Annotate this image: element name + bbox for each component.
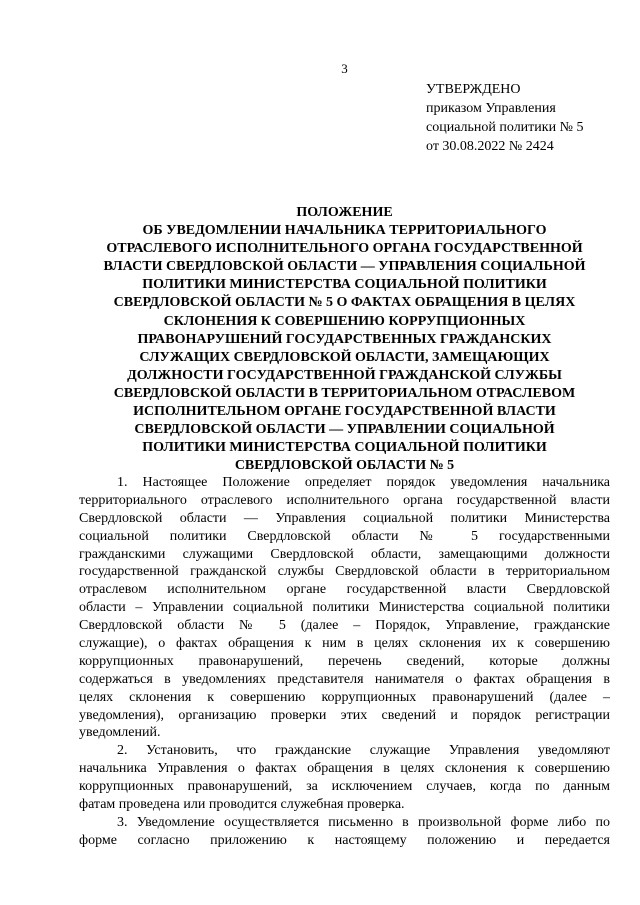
text-line: служащие), о фактах обращения к ним в целях склонения их к совершению (79, 636, 610, 652)
title-line: СВЕРДЛОВСКОЙ ОБЛАСТИ № 5 О ФАКТАХ ОБРАЩЕНИЯ В ЦЕЛЯХ (113, 295, 576, 311)
paragraph-1 (79, 474, 610, 742)
approval-line: приказом Управления (426, 101, 556, 116)
paragraph-2 (79, 742, 610, 814)
text-line: коррупционных правонарушений, перечень сведений, которые должны (79, 653, 610, 669)
text-line: форме согласно приложению к настоящему положению и передается (79, 832, 610, 848)
text-line: коррупционных правонарушений, за исключением случаев, когда по данным (79, 779, 610, 795)
paragraph-3 (79, 814, 610, 850)
title-line: СВЕРДЛОВСКОЙ ОБЛАСТИ № 5 (234, 458, 455, 474)
text-line: государственной гражданской службы Свердловской области в территориальном (79, 564, 610, 580)
text-line: уведомлений. (79, 725, 161, 741)
text-line: 3. Уведомление осуществляется письменно в произвольной форме либо по (117, 814, 610, 830)
document-body (79, 474, 610, 850)
text-line: Свердловской области — Управления социальной политики Министерства (79, 510, 610, 526)
text-line: области – Управлении социальной политики Министерства социальной политики (79, 600, 610, 616)
text-line: целях склонения к совершению коррупционных правонарушений (далее – (79, 689, 610, 705)
title-line: ОТРАСЛЕВОГО ИСПОЛНИТЕЛЬНОГО ОРГАНА ГОСУДАРСТВЕННОЙ (106, 241, 583, 257)
text-line: 2. Установить, что гражданские служащие Управления уведомляют (117, 743, 610, 759)
text-line: территориального отраслевого исполнительного органа государственной власти (79, 492, 610, 508)
title-line: ПОЛОЖЕНИЕ (296, 205, 393, 220)
title-line: ПОЛИТИКИ МИНИСТЕРСТВА СОЦИАЛЬНОЙ ПОЛИТИКИ (142, 277, 547, 293)
text-line: социальной политики Свердловской области № 5 государственными (79, 528, 610, 544)
title-line: СКЛОНЕНИЯ К СОВЕРШЕНИЮ КОРРУПЦИОННЫХ (163, 313, 526, 329)
text-line: содержаться в уведомлениях представителя нанимателя о фактах обращения в (79, 671, 610, 687)
title-line: ПОЛИТИКИ МИНИСТЕРСТВА СОЦИАЛЬНОЙ ПОЛИТИКИ (142, 440, 547, 456)
title-line: ОБ УВЕДОМЛЕНИИ НАЧАЛЬНИКА ТЕРРИТОРИАЛЬНОГО (142, 223, 547, 239)
page-number: 3 (341, 61, 348, 76)
title-line: ИСПОЛНИТЕЛЬНОМ ОРГАНЕ ГОСУДАРСТВЕННОЙ ВЛАСТИ (133, 404, 556, 420)
title-line: ВЛАСТИ СВЕРДЛОВСКОЙ ОБЛАСТИ — УПРАВЛЕНИЯ СОЦИАЛЬНОЙ (103, 259, 586, 275)
text-line: гражданскими служащими Свердловской области, замещающими должности (79, 546, 610, 562)
title-line: СВЕРДЛОВСКОЙ ОБЛАСТИ В ТЕРРИТОРИАЛЬНОМ ОТРАСЛЕВОМ (113, 385, 576, 401)
approval-line: социальной политики № 5 (426, 120, 584, 135)
text-line: уведомления), организацию проверки этих сведений и порядок регистрации (79, 707, 610, 723)
text-line: начальника Управления о фактах обращения в целях склонения к совершению (79, 761, 610, 777)
text-line: Свердловской области № 5 (далее – Порядок, Управление, гражданские (79, 618, 610, 634)
approval-line: УТВЕРЖДЕНО (426, 82, 521, 97)
title-line: СВЕРДЛОВСКОЙ ОБЛАСТИ — УПРАВЛЕНИИ СОЦИАЛЬНОЙ (134, 422, 555, 438)
document-title (70, 204, 619, 475)
title-line: ПРАВОНАРУШЕНИЙ ГОСУДАРСТВЕННЫХ ГРАЖДАНСКИХ (137, 331, 552, 347)
title-line: СЛУЖАЩИХ СВЕРДЛОВСКОЙ ОБЛАСТИ, ЗАМЕЩАЮЩИХ (139, 349, 550, 365)
title-line: ДОЛЖНОСТИ ГОСУДАРСТВЕННОЙ ГРАЖДАНСКОЙ СЛУЖБЫ (127, 367, 562, 383)
text-line: 1. Настоящее Положение определяет порядок уведомления начальника (117, 475, 610, 490)
approval-line: от 30.08.2022 № 2424 (426, 139, 554, 154)
text-line: отраслевом исполнительном органе государственной власти Свердловской (79, 582, 610, 598)
text-line: фатам проведена или проводится служебная проверка. (79, 797, 405, 813)
approval-stamp (426, 80, 626, 156)
